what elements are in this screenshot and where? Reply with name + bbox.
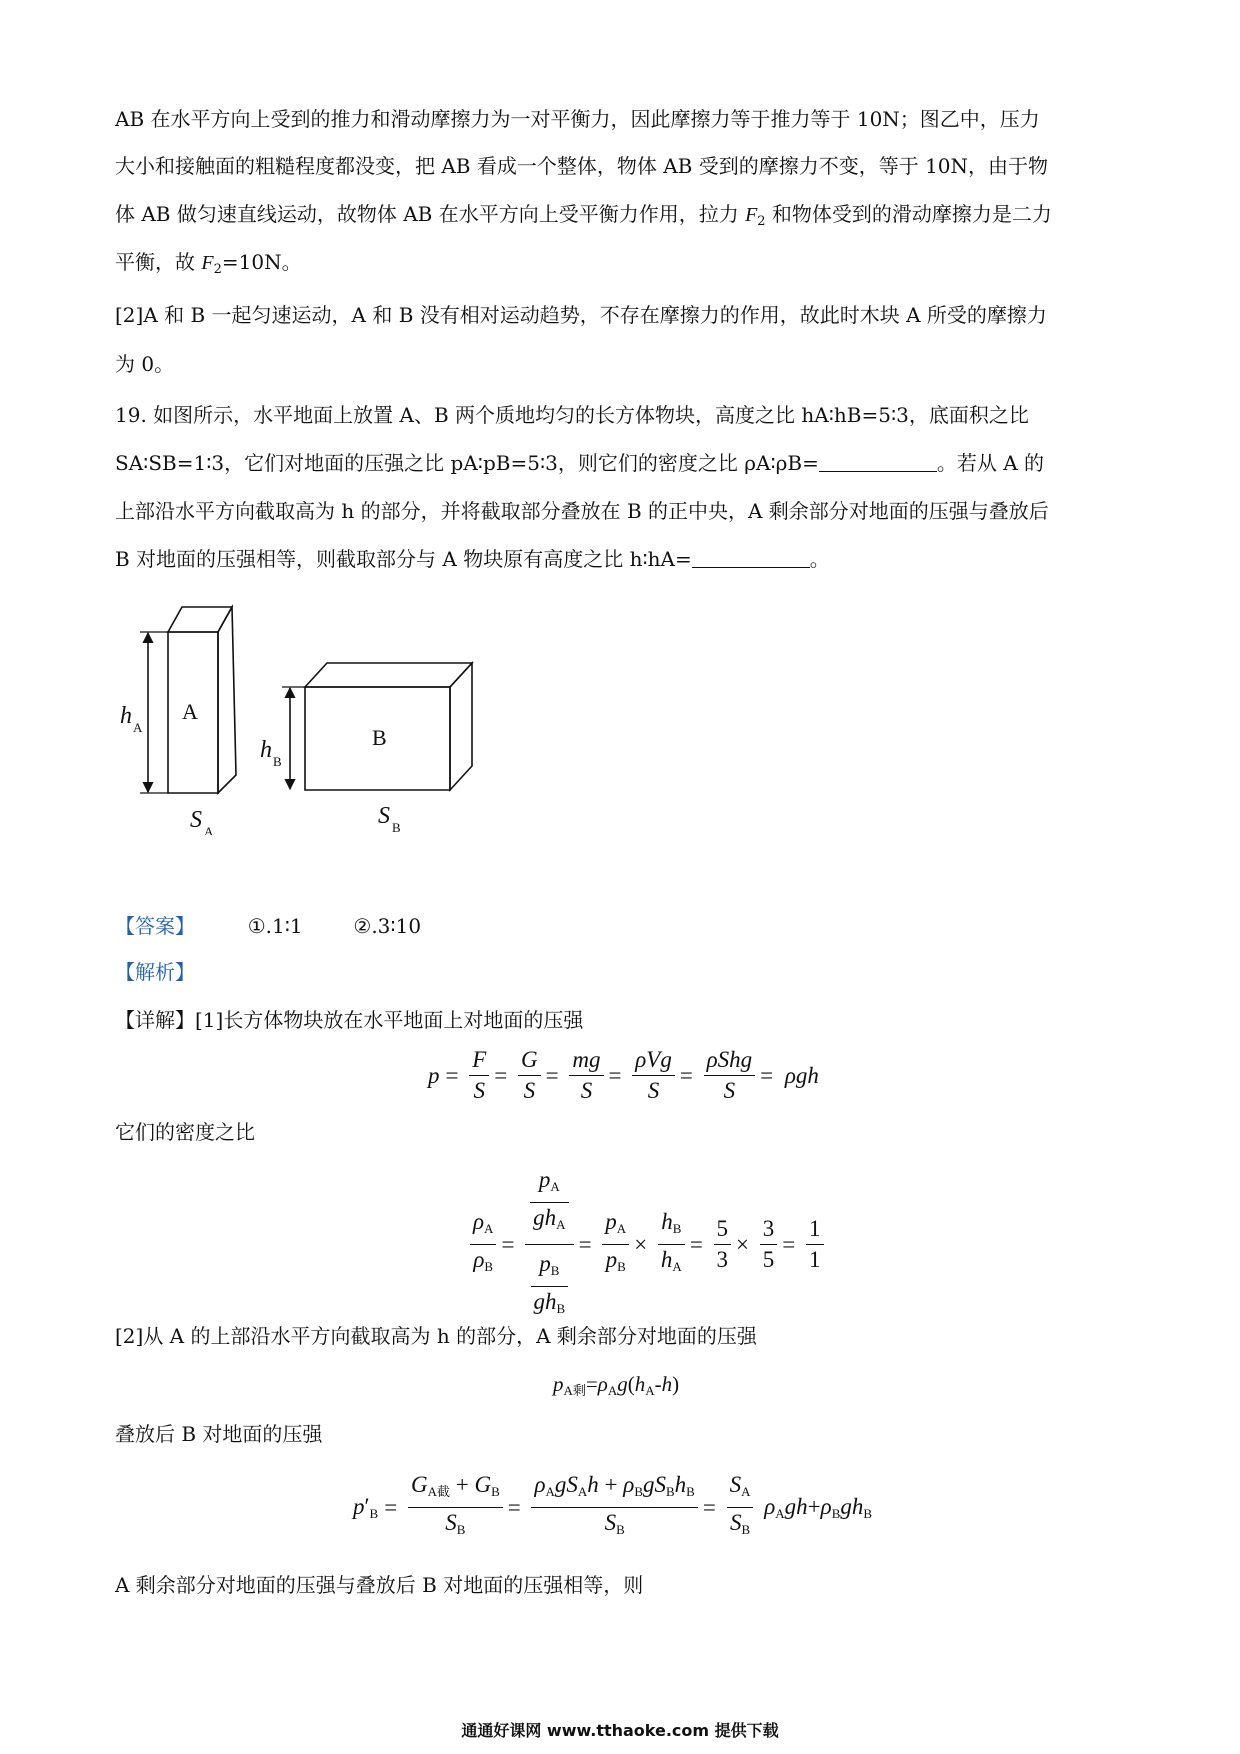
detail-tag: 【详解】 — [115, 1008, 195, 1032]
analysis-tag: 【解析】 — [115, 960, 195, 984]
text: 体 AB 做匀速直线运动，故物体 AB 在水平方向上受平衡力作用，拉力 — [115, 202, 746, 226]
paragraph-line: [2]A 和 B 一起匀速运动，A 和 B 没有相对运动趋势，不存在摩擦力的作用，故此时木块 A 所受的摩擦力 — [115, 303, 1047, 327]
block-b-top — [305, 663, 472, 687]
question-line: 19. 如图所示，水平地面上放置 A、B 两个质地均匀的长方体物块，高度之比 hA∶hB=5∶3，底面积之比 — [115, 403, 1029, 427]
answer-line — [115, 912, 421, 940]
detail-line: [2]从 A 的上部沿水平方向截取高为 h 的部分，A 剩余部分对地面的压强 — [115, 1324, 757, 1348]
text: 和物体受到的滑动摩擦力是二力 — [765, 202, 1052, 226]
paragraph-line: 为 0。 — [115, 352, 175, 376]
analysis-line — [115, 958, 195, 986]
area-b-sub: B — [392, 820, 401, 835]
equation-pressure: p = $\frac{F}{S}$ = $\frac{G}{S}$ = $\frac{mg}{S}$ = ρVg S = ρShg S = ρgh — [428, 1047, 819, 1103]
block-b-label: B — [372, 725, 387, 750]
answer-tag: 【答案】 — [115, 914, 195, 938]
answer-blank — [692, 549, 810, 568]
force-symbol: F — [745, 204, 758, 226]
answer-blank — [819, 453, 937, 472]
area-a-label: S — [190, 807, 202, 833]
detail-line: A 剩余部分对地面的压强与叠放后 B 对地面的压强相等，则 — [115, 1573, 644, 1597]
question-line — [115, 449, 1044, 477]
paragraph-line — [115, 248, 302, 284]
block-b — [305, 663, 472, 790]
text: 平衡，故 — [115, 250, 202, 274]
equation-stacked-pressure: $p'_B$ = $G_{A截} + G_B$ $S_B$ = $\rho_AgS_Ah + \rho_BgS_Bh_B$ $S_B$ = $\frac{S_A}{S_B}$ $\rho_Agh+\rho_Bgh_B$ — [353, 1472, 873, 1537]
answer-2: ②.3∶10 — [353, 914, 422, 938]
paragraph-line: AB 在水平方向上受到的推力和滑动摩擦力为一对平衡力，因此摩擦力等于推力等于 10N；图乙中，压力 — [115, 107, 1040, 131]
block-a-label: A — [182, 699, 198, 724]
text: =10N。 — [221, 250, 302, 274]
height-a-label: h — [120, 703, 132, 729]
block-a-top — [168, 607, 232, 632]
detail-line: 它们的密度之比 — [115, 1120, 255, 1144]
block-a-side — [218, 607, 236, 793]
force-symbol: F — [201, 252, 214, 274]
height-b-sub: B — [273, 754, 282, 769]
area-b-label: S — [378, 803, 390, 829]
block-a — [168, 607, 236, 793]
detail-line: 叠放后 B 对地面的压强 — [115, 1422, 323, 1446]
height-b-label: h — [260, 737, 272, 763]
height-a-sub: A — [133, 720, 143, 735]
subscript: 2 — [757, 214, 766, 229]
equation-density-ratio: $\frac{\rho_A}{\rho_B}$ = $p_A$ $gh_A$ $p_B$ $gh_B$ = $\frac{p_A}{p_B}$ × $\frac{h_B}{h_A}$ = $\frac{5}{3}$ × $\frac{3}{5}$ = $\frac{1}{1}$ — [468, 1165, 826, 1324]
question-line — [115, 545, 830, 573]
text: 。 — [809, 547, 830, 571]
answer-1: ①.1∶1 — [247, 914, 303, 938]
text: [1]长方体物块放在水平地面上对地面的压强 — [195, 1008, 584, 1032]
area-a-sub: A — [204, 824, 214, 835]
paragraph-line — [115, 200, 1052, 236]
paragraph-line: 大小和接触面的粗糙程度都没变，把 AB 看成一个整体，物体 AB 受到的摩擦力不变，等于 10N，由于物 — [115, 154, 1049, 178]
block-b-side — [450, 663, 472, 790]
detail-line — [115, 1006, 583, 1034]
footer-watermark: 通通好课网 www.tthaoke.com 提供下载 — [461, 1721, 779, 1740]
text: 。若从 A 的 — [936, 451, 1045, 475]
question-line: 上部沿水平方向截取高为 h 的部分，并将截取部分叠放在 B 的正中央，A 剩余部分对地面的压强与叠放后 — [115, 499, 1049, 523]
text: SA∶SB=1∶3，它们对地面的压强之比 pA∶pB=5∶3，则它们的密度之比 ρA∶ρB= — [115, 451, 819, 475]
subscript: 2 — [213, 262, 222, 277]
equation-remaining-pressure: $p_{A剩}=\rho_Ag(h_A-h)$ — [553, 1372, 680, 1398]
text: B 对地面的压强相等，则截取部分与 A 物块原有高度之比 h∶hA= — [115, 547, 692, 571]
block-figure — [100, 595, 480, 835]
